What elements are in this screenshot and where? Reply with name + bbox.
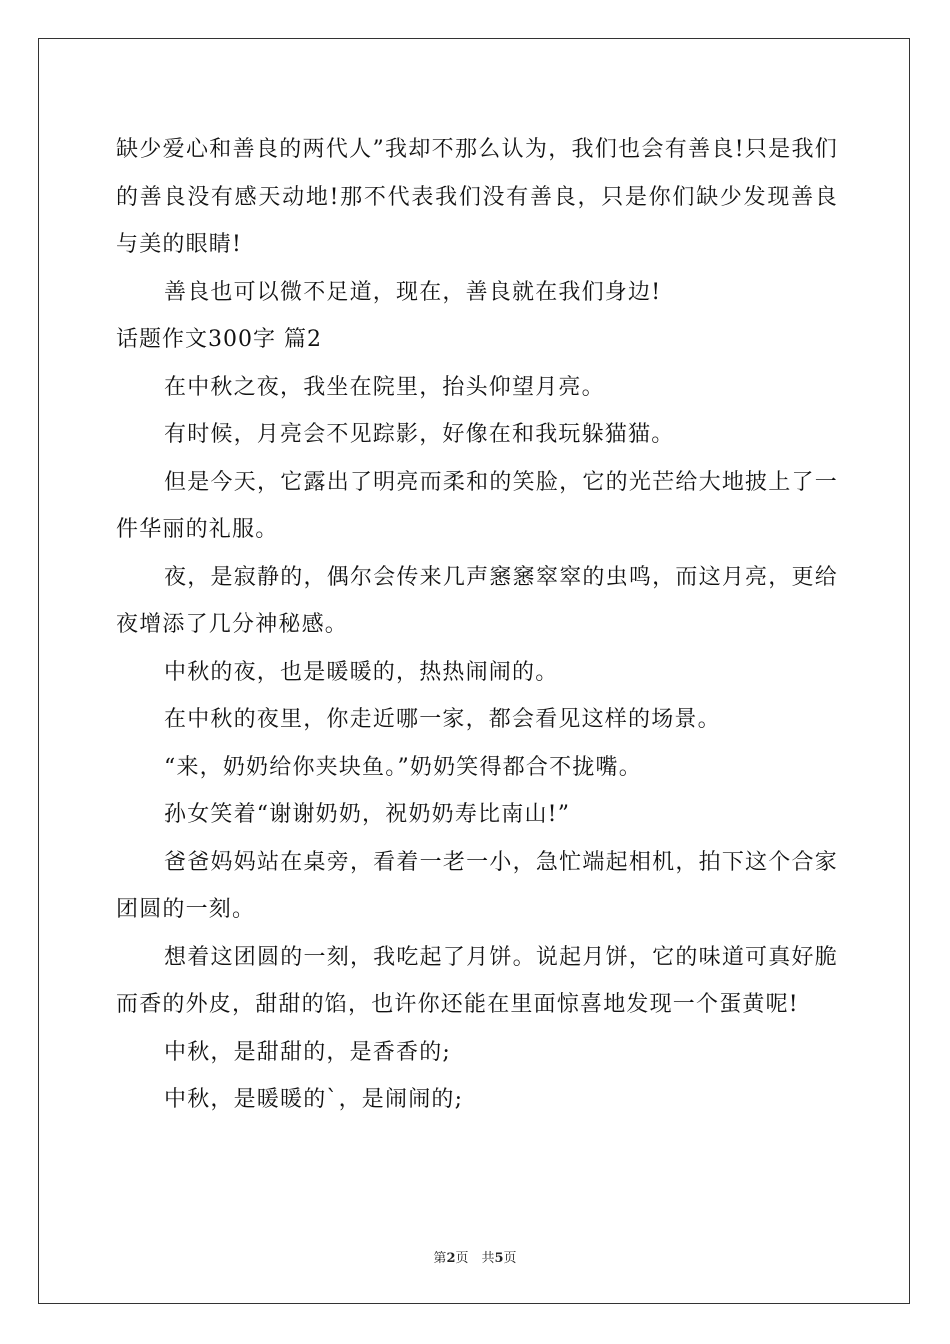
- page-prefix: 第: [433, 1251, 447, 1266]
- paragraph-8: 在中秋的夜里，你走近哪一家，都会看见这样的场景。: [164, 707, 721, 732]
- page-current: 2: [446, 1251, 456, 1266]
- section-heading: 话题作文300字 篇2: [116, 327, 322, 352]
- paragraph-7: 中秋的夜，也是暖暖的，热热闹闹的。: [164, 659, 559, 685]
- paragraph-5: 但是今天，它露出了明亮而柔和的笑脸，它的光芒给大地披上了一件华丽的礼服。: [116, 469, 838, 542]
- page-suffix: 页: [503, 1251, 517, 1266]
- paragraph-1: 缺少爱心和善良的两代人”我却不那么认为，我们也会有善良!只是我们的善良没有感天动地!那不代表我们没有善良，只是你们缺少发现善良与美的眼睛!: [116, 137, 838, 257]
- paragraph-12: 想着这团圆的一刻，我吃起了月饼。说起月饼，它的味道可真好脆而香的外皮，甜甜的馅，也许你还能在里面惊喜地发现一个蛋黄呢!: [116, 944, 838, 1017]
- paragraph-3: 在中秋之夜，我坐在院里，抬头仰望月亮。: [164, 374, 605, 400]
- paragraph-4: 有时候，月亮会不见踪影，好像在和我玩躲猫猫。: [164, 422, 675, 447]
- paragraph-9: “来，奶奶给你夹块鱼。”奶奶笑得都合不拢嘴。: [164, 754, 642, 780]
- paragraph-2: 善良也可以微不足道，现在，善良就在我们身边!: [164, 279, 662, 305]
- page-footer: [0, 1247, 950, 1266]
- page-total: 5: [494, 1251, 504, 1266]
- paragraph-13: 中秋，是甜甜的，是香香的;: [164, 1039, 452, 1065]
- paragraph-6: 夜，是寂静的，偶尔会传来几声窸窸窣窣的虫鸣，而这月亮，更给夜增添了几分神秘感。: [116, 564, 838, 637]
- paragraph-10: 孙女笑着“谢谢奶奶，祝奶奶寿比南山!”: [164, 802, 571, 827]
- document-body: [116, 126, 838, 1124]
- paragraph-14: 中秋，是暖暖的`，是闹闹的;: [164, 1087, 464, 1112]
- paragraph-11: 爸爸妈妈站在桌旁，看着一老一小，急忙端起相机，拍下这个合家团圆的一刻。: [116, 849, 838, 922]
- page-mid: 页 共: [455, 1251, 495, 1266]
